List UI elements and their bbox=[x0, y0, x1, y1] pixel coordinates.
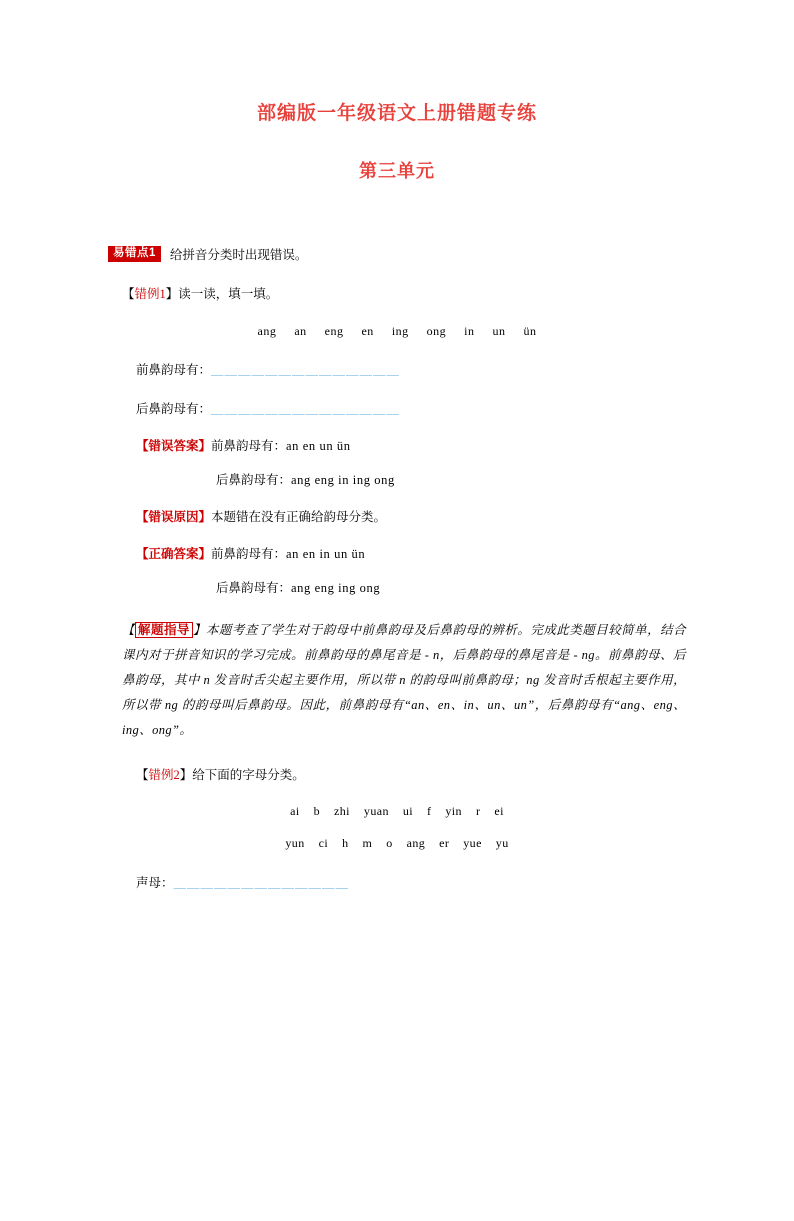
case2-fill-shengmu bbox=[108, 873, 686, 891]
letter-item: er bbox=[439, 836, 450, 850]
right-answer-prefix: 前鼻韵母有： bbox=[211, 547, 287, 561]
answer-blank[interactable]: ＿＿＿＿＿＿＿＿＿＿＿＿＿＿ bbox=[211, 363, 401, 377]
wrong-answer-value: an en un ün bbox=[286, 439, 351, 453]
case1-right-answer-line2 bbox=[108, 578, 686, 596]
pinyin-item: eng bbox=[324, 324, 344, 338]
letter-item: ang bbox=[406, 836, 426, 850]
case1-fill-back bbox=[108, 399, 686, 417]
letter-item: ai bbox=[290, 804, 300, 818]
guidance-text: 本题考查了学生对于韵母中前鼻韵母及后鼻韵母的辨析。完成此类题目较简单，结合课内对于拼音知识的学习完成。前鼻韵母的鼻尾音是 - n，后鼻韵母的鼻尾音是 - ng。前鼻韵母、后鼻韵母，其中 n 发音时舌尖起主要作用，所以带 n 的韵母叫前鼻韵母；ng 发音时舌根起主要作用，所以带 ng 的韵母叫后鼻韵母。因此，前鼻韵母有“an、en、in、un、un”，后鼻韵母有“ang、eng、ing、ong”。 bbox=[122, 623, 686, 737]
pinyin-item: un bbox=[492, 324, 506, 338]
case1-wrong-answer-line1 bbox=[108, 436, 686, 454]
wrong-answer-value: ang eng in ing ong bbox=[291, 473, 395, 487]
right-answer-value: ang eng ing ong bbox=[291, 581, 381, 595]
letter-item: yu bbox=[495, 836, 509, 850]
right-answer-value: an en in un ün bbox=[286, 547, 366, 561]
page-subtitle: 第三单元 bbox=[359, 161, 435, 181]
pinyin-item: ing bbox=[391, 324, 409, 338]
right-answer-label: 【正确答案】 bbox=[136, 547, 212, 561]
case1-wrong-reason bbox=[108, 507, 686, 525]
letter-item: yin bbox=[445, 804, 462, 818]
case2-label: 错例2 bbox=[148, 768, 180, 782]
letter-item: f bbox=[427, 804, 432, 818]
document-page bbox=[0, 98, 794, 1221]
answer-blank[interactable]: ＿＿＿＿＿＿＿＿＿＿＿＿＿ bbox=[173, 876, 350, 890]
letter-item: m bbox=[362, 836, 373, 850]
letter-item: b bbox=[313, 804, 321, 818]
section-heading: 给拼音分类时出现错误。 bbox=[169, 248, 308, 262]
wrong-reason-label: 【错误原因】 bbox=[136, 510, 212, 524]
letter-item: o bbox=[386, 836, 393, 850]
bracket-close: 】 bbox=[165, 287, 179, 301]
wrong-answer-prefix: 后鼻韵母有： bbox=[216, 473, 292, 487]
case2-letters-row-1 bbox=[108, 804, 686, 819]
section-header bbox=[108, 245, 686, 263]
pinyin-item: ong bbox=[426, 324, 447, 338]
pinyin-item: an bbox=[294, 324, 307, 338]
bracket-open: 【 bbox=[136, 768, 149, 782]
case1-pinyin-list bbox=[108, 324, 686, 339]
letter-item: h bbox=[342, 836, 349, 850]
bracket-close: 】 bbox=[192, 623, 206, 637]
letter-item: zhi bbox=[334, 804, 350, 818]
case2-prompt: 给下面的字母分类。 bbox=[192, 768, 305, 782]
letter-item: ei bbox=[494, 804, 504, 818]
right-answer-prefix: 后鼻韵母有： bbox=[216, 581, 292, 595]
bracket-open: 【 bbox=[122, 287, 135, 301]
letter-item: yuan bbox=[363, 804, 389, 818]
bracket-open: 【 bbox=[122, 623, 135, 637]
case1-wrong-answer-line2 bbox=[108, 470, 686, 488]
case1-fill-front bbox=[108, 360, 686, 378]
case1-label: 错例1 bbox=[134, 287, 166, 301]
case1-prompt-row bbox=[108, 284, 686, 304]
case1-guidance bbox=[108, 618, 686, 743]
case2-prompt-row bbox=[108, 765, 686, 783]
letter-item: ui bbox=[402, 804, 413, 818]
case1-prompt: 读一读，填一填。 bbox=[178, 287, 279, 301]
wrong-reason-text: 本题错在没有正确给韵母分类。 bbox=[211, 510, 387, 524]
case2-letters-row-2 bbox=[108, 836, 686, 851]
guidance-label: 解题指导 bbox=[135, 622, 193, 638]
page-title: 部编版一年级语文上册错题专练 bbox=[256, 103, 537, 124]
letter-item: r bbox=[475, 804, 481, 818]
fill-label: 后鼻韵母有： bbox=[136, 402, 212, 416]
answer-blank[interactable]: ＿＿＿＿＿＿＿＿＿＿＿＿＿＿ bbox=[211, 402, 401, 416]
letter-item: yun bbox=[285, 836, 305, 850]
status-badge: 易错点1 bbox=[108, 246, 161, 263]
letter-item: yue bbox=[463, 836, 482, 850]
pinyin-item: in bbox=[464, 324, 475, 338]
case1-right-answer-line1 bbox=[108, 544, 686, 562]
fill-label: 前鼻韵母有： bbox=[136, 363, 212, 377]
letter-item: ci bbox=[318, 836, 329, 850]
pinyin-item: ün bbox=[523, 324, 537, 338]
wrong-answer-label: 【错误答案】 bbox=[136, 439, 212, 453]
bracket-close: 】 bbox=[179, 768, 193, 782]
pinyin-item: en bbox=[361, 324, 374, 338]
pinyin-item: ang bbox=[257, 324, 277, 338]
fill-label: 声母： bbox=[136, 876, 174, 890]
wrong-answer-prefix: 前鼻韵母有： bbox=[211, 439, 287, 453]
